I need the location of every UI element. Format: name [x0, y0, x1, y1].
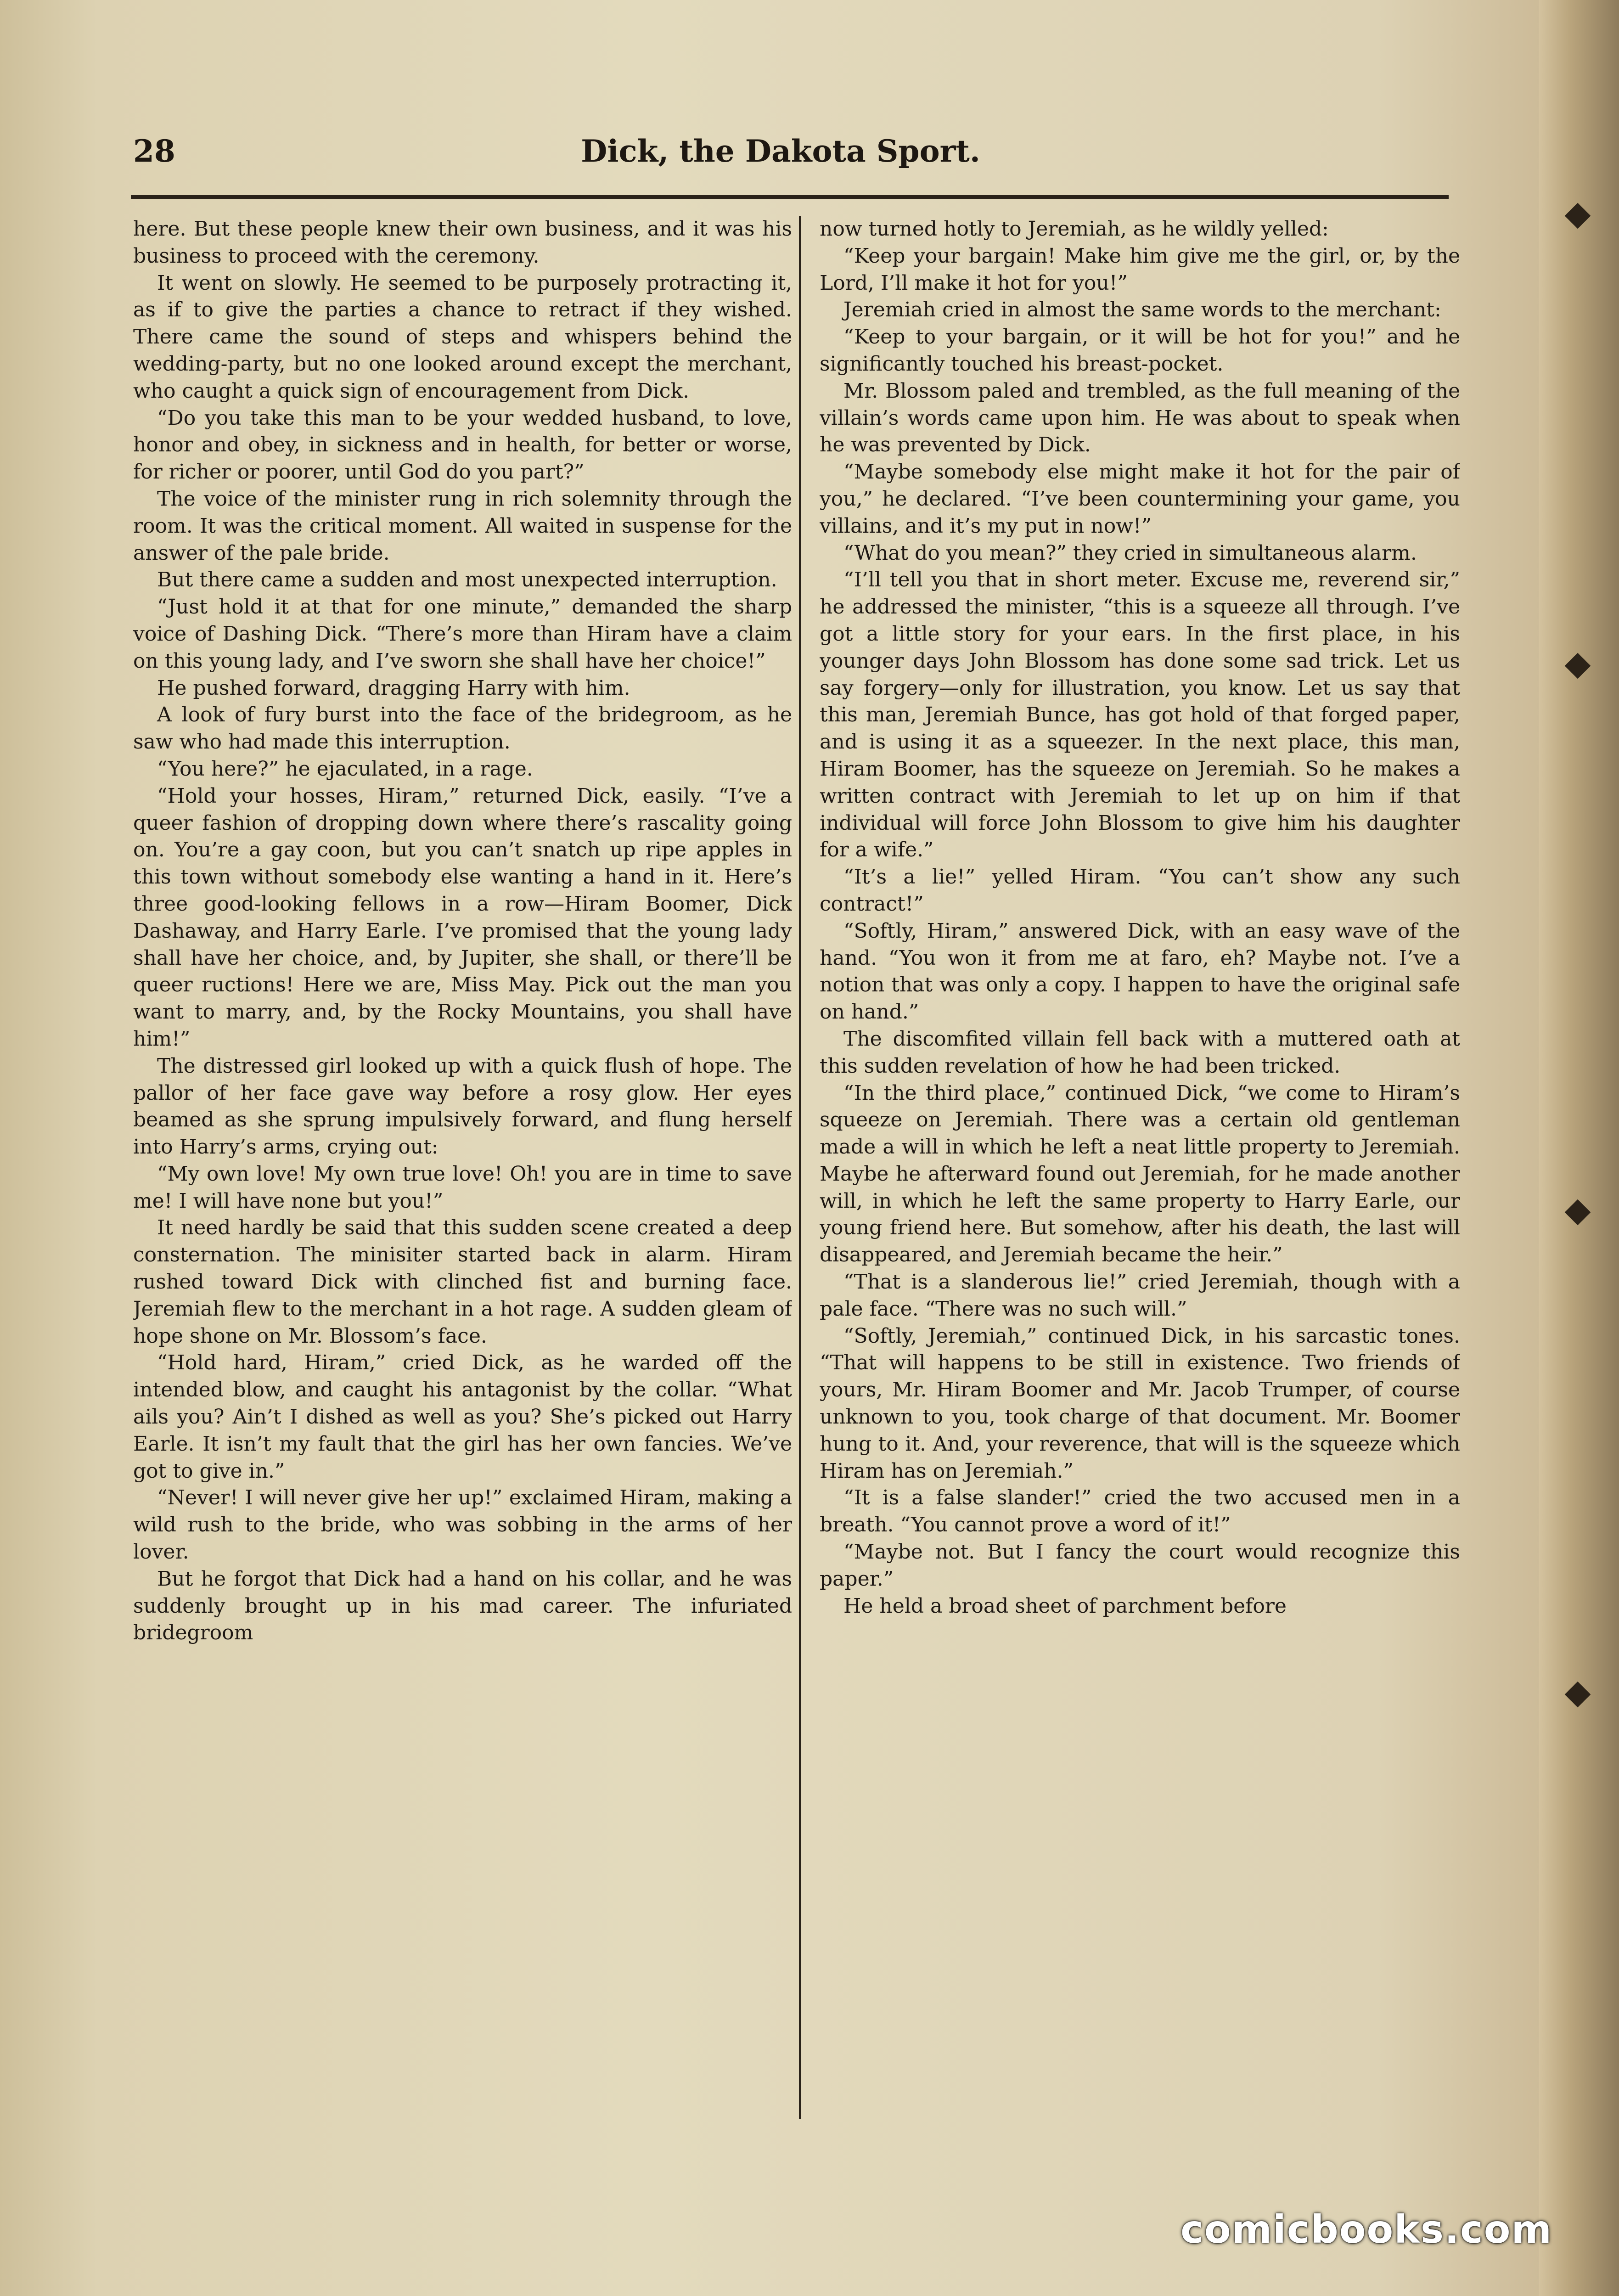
paragraph: “My own love! My own true love! Oh! you are in time to save me! I will have none but you!”: [133, 1162, 792, 1213]
paragraph: “You here?” he ejaculated, in a rage.: [157, 757, 533, 781]
paragraph: “Hold your hosses, Hiram,” returned Dick, easily. “I’ve a queer fashion of dropping down where there’s rascality going on. You’re a gay coon, but you can’t snatch up ripe apples in this town without somebody else wanting a hand in it. Here’s three good-looking fellows in a row—Hiram Boomer, Dick Dashaway, and Harry Earle. I’ve promised that the young lady shall have her choice, and, by Jupiter, she shall, or there’ll be queer ructions! Here we are, Miss May. Pick out the man you want to marry, and, by the Rocky Mountains, you shall have him!”: [133, 784, 792, 1051]
paragraph: But there came a sudden and most unexpected interruption.: [157, 568, 777, 592]
header-rule: [131, 195, 1449, 199]
paragraph: A look of fury burst into the face of the bridegroom, as he saw who had made this interruption.: [133, 703, 792, 754]
paragraph: The voice of the minister rung in rich solemnity through the room. It was the critical moment. All waited in suspense for the answer of the pale bride.: [133, 487, 792, 565]
left-column: [133, 216, 792, 2126]
paragraph: “In the third place,” continued Dick, “we come to Hiram’s squeeze on Jeremiah. There was a certain old gentleman made a will in which he left a neat little property to Jeremiah. Maybe he afterward found out Jeremiah, for he made another will, in which he left the same property to Harry Earle, our young friend here. But somehow, after his death, the last will disappeared, and Jeremiah became the heir.”: [820, 1081, 1460, 1267]
paragraph: He pushed forward, dragging Harry with him.: [157, 676, 630, 700]
column-divider: [799, 216, 801, 2119]
paragraph: “Hold hard, Hiram,” cried Dick, as he warded off the intended blow, and caught his antagonist by the collar. “What ails you? Ain’t I dished as well as you? She’s picked out Harry Earle. It isn’t my fault that the girl has her own fancies. We’ve got to give in.”: [133, 1351, 792, 1483]
paragraph: “Keep your bargain! Make him give me the girl, or, by the Lord, I’ll make it hot for you!”: [820, 244, 1460, 295]
paragraph: now turned hotly to Jeremiah, as he wildly yelled:: [820, 217, 1329, 241]
paragraph: “It is a false slander!” cried the two accused men in a breath. “You cannot prove a word of it!”: [820, 1486, 1460, 1537]
paragraph: “What do you mean?” they cried in simultaneous alarm.: [843, 541, 1417, 565]
paragraph: It need hardly be said that this sudden scene created a deep consternation. The minisiter started back in alarm. Hiram rushed toward Dick with clinched fist and burning face. Jeremiah flew to the merchant in a hot rage. A sudden gleam of hope shone on Mr. Blossom’s face.: [133, 1216, 792, 1348]
running-title: Dick, the Dakota Sport.: [581, 133, 980, 169]
paragraph: “I’ll tell you that in short meter. Excuse me, reverend sir,” he addressed the minister, “this is a squeeze all through. I’ve got a little story for your ears. In the first place, in his younger days John Blossom has done some sad trick. Let us say forgery—only for illustration, you know. Let us say that this man, Jeremiah Bunce, has got hold of that forged paper, and is using it as a squeezer. In the next place, this man, Hiram Boomer, has the squeeze on Jeremiah. So he makes a written contract with Jeremiah to let up on him if that individual will force John Blossom to give him his daughter for a wife.”: [820, 568, 1460, 862]
paragraph: The distressed girl looked up with a quick flush of hope. The pallor of her face gave way before a rosy glow. Her eyes beamed as she sprung impulsively forward, and flung herself into Harry’s arms, crying out:: [133, 1054, 792, 1159]
watermark: comicbooks.com: [1181, 2207, 1552, 2252]
paragraph: Jeremiah cried in almost the same words to the merchant:: [843, 298, 1441, 322]
paragraph: Mr. Blossom paled and trembled, as the full meaning of the villain’s words came upon him. He was about to speak when he was prevented by Dick.: [820, 379, 1460, 457]
paragraph: “Softly, Jeremiah,” continued Dick, in his sarcastic tones. “That will happens to be still in existence. Two friends of yours, Mr. Hiram Boomer and Mr. Jacob Trumper, of course unknown to you, took charge of that document. Mr. Boomer hung to it. And, your reverence, that will is the squeeze which Hiram has on Jeremiah.”: [820, 1324, 1460, 1483]
paragraph: The discomfited villain fell back with a muttered oath at this sudden revelation of how he had been tricked.: [820, 1027, 1460, 1078]
paragraph: But he forgot that Dick had a hand on his collar, and he was suddenly brought up in his mad career. The infuriated bridegroom: [133, 1567, 792, 1645]
paragraph: “Maybe not. But I fancy the court would recognize this paper.”: [820, 1540, 1460, 1591]
paragraph: “Just hold it at that for one minute,” demanded the sharp voice of Dashing Dick. “There’s more than Hiram have a claim on this young lady, and I’ve sworn she shall have her choice!”: [133, 595, 792, 673]
paragraph: “It’s a lie!” yelled Hiram. “You can’t show any such contract!”: [820, 865, 1460, 916]
paragraph: “That is a slanderous lie!” cried Jeremiah, though with a pale face. “There was no such will.”: [820, 1270, 1460, 1321]
right-column: [820, 216, 1460, 2126]
book-spine: [1539, 0, 1619, 2296]
paragraph: He held a broad sheet of parchment before: [843, 1594, 1287, 1618]
paragraph: “Maybe somebody else might make it hot for the pair of you,” he declared. “I’ve been countermining your game, you villains, and it’s my put in now!”: [820, 460, 1460, 538]
page-number: 28: [133, 133, 175, 169]
paragraph: “Do you take this man to be your wedded husband, to love, honor and obey, in sickness and in health, for better or worse, for richer or poorer, until God do you part?”: [133, 406, 792, 484]
paragraph: “Softly, Hiram,” answered Dick, with an easy wave of the hand. “You won it from me at faro, eh? Maybe not. I’ve a notion that was only a copy. I happen to have the original safe on hand.”: [820, 919, 1460, 1024]
paragraph: It went on slowly. He seemed to be purposely protracting it, as if to give the parties a chance to retract if they wished. There came the sound of steps and whispers behind the wedding-party, but no one looked around except the merchant, who caught a quick sign of encouragement from Dick.: [133, 271, 792, 403]
paragraph: “Never! I will never give her up!” exclaimed Hiram, making a wild rush to the bride, who was sobbing in the arms of her lover.: [133, 1486, 792, 1564]
paragraph: “Keep to your bargain, or it will be hot for you!” and he significantly touched his breast-pocket.: [820, 325, 1460, 376]
paragraph: here. But these people knew their own business, and it was his business to proceed with the ceremony.: [133, 217, 792, 268]
